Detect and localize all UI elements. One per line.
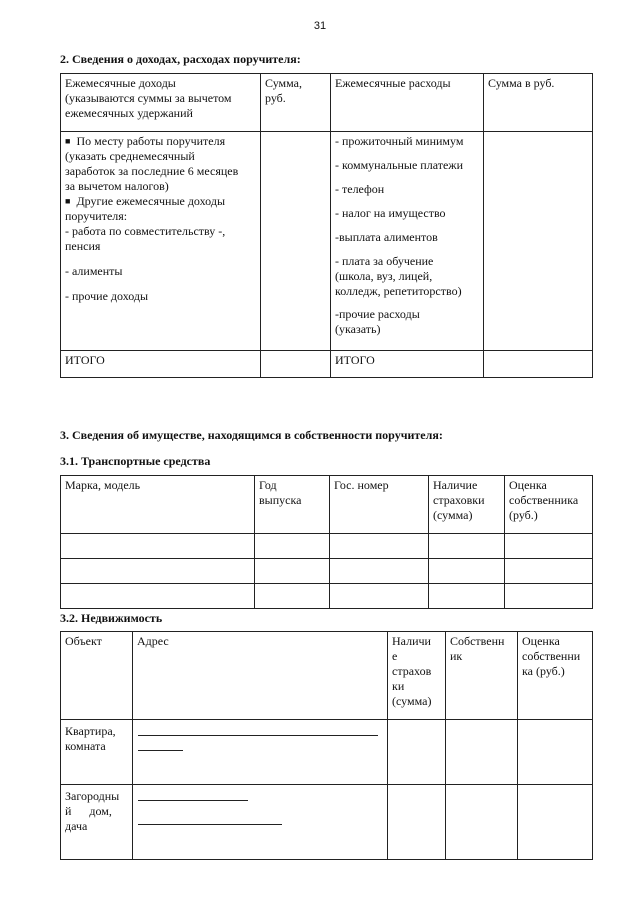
expense-item: (школа, вуз, лицей, (335, 269, 433, 283)
expense-item: - налог на имущество (335, 206, 446, 220)
address-underline (138, 824, 282, 825)
object-label-line: Квартира, (65, 724, 116, 738)
table-header-row (61, 632, 593, 720)
income-expense-table (60, 73, 593, 378)
object-label-line: Загородны (65, 789, 120, 803)
header-income-line: (указываются суммы за вычетом (65, 91, 232, 105)
cell (388, 785, 446, 860)
header-insurance (388, 632, 446, 720)
cell (61, 534, 255, 559)
expense-items-cell (331, 132, 484, 351)
address-underline (138, 750, 183, 751)
expense-item: - телефон (335, 182, 385, 196)
cell (61, 584, 255, 609)
table-row (61, 785, 593, 860)
income-item: - прочие доходы (65, 289, 149, 303)
address-cell (133, 720, 388, 785)
cell (255, 534, 330, 559)
table-row (61, 534, 593, 559)
cell (429, 534, 505, 559)
header-address: Адрес (133, 632, 388, 720)
section-3-title: 3. Сведения об имуществе, находящимся в собственности поручителя: (60, 428, 443, 442)
header-model: Марка, модель (61, 476, 255, 534)
cell (255, 559, 330, 584)
header-insurance-line: Наличи (392, 634, 431, 648)
income-item: поручителя: (65, 209, 128, 223)
address-underline (138, 800, 248, 801)
table-row (61, 584, 593, 609)
table-row (61, 559, 593, 584)
expense-item: -прочие расходы (335, 307, 420, 321)
header-valuation-line: (руб.) (509, 508, 538, 522)
expense-sum-cell (484, 132, 593, 351)
expense-item: - прожиточный минимум (335, 134, 464, 148)
header-income-line: ежемесячных удержаний (65, 106, 193, 120)
income-item: ■ По месту работы поручителя (65, 134, 256, 149)
object-cell (61, 785, 133, 860)
header-insurance-line: (сумма) (392, 694, 432, 708)
table-row (61, 720, 593, 785)
cell (255, 584, 330, 609)
cell (429, 584, 505, 609)
object-label-line: дача (65, 819, 88, 833)
total-income-label: ИТОГО (61, 351, 261, 378)
header-income (61, 74, 261, 132)
header-plate: Гос. номер (330, 476, 429, 534)
header-income-sum-line: Сумма, (265, 76, 302, 90)
cell (505, 584, 593, 609)
income-item: - работа по совместительству -, (65, 224, 226, 238)
expense-item: колледж, репетиторство) (335, 284, 462, 298)
object-label-line: комната (65, 739, 106, 753)
income-items-cell (61, 132, 261, 351)
section-2-title: 2. Сведения о доходах, расходах поручителя: (60, 52, 301, 66)
transport-title: 3.1. Транспортные средства (60, 454, 211, 468)
object-cell (61, 720, 133, 785)
header-valuation-line: ка (руб.) (522, 664, 565, 678)
header-insurance-line: е (392, 649, 398, 663)
cell (330, 534, 429, 559)
expense-item: -выплата алиментов (335, 230, 438, 244)
cell (429, 559, 505, 584)
header-valuation (518, 632, 593, 720)
expense-item: (указать) (335, 322, 381, 336)
expense-item: - плата за обучение (335, 254, 434, 268)
income-item: - алименты (65, 264, 123, 278)
header-year-line: Год (259, 478, 277, 492)
income-item: пенсия (65, 239, 101, 253)
header-expenses-sum: Сумма в руб. (484, 74, 593, 132)
header-income-line: Ежемесячные доходы (65, 76, 176, 90)
income-item: (указать среднемесячный (65, 149, 195, 163)
header-insurance-line: страховки (433, 493, 485, 507)
header-insurance-line: ки (392, 679, 405, 693)
table-header-row (61, 476, 593, 534)
cell (505, 534, 593, 559)
cell (518, 720, 593, 785)
cell (330, 584, 429, 609)
realty-title: 3.2. Недвижимость (60, 611, 163, 625)
header-valuation-line: Оценка (522, 634, 560, 648)
header-valuation-line: собственника (509, 493, 579, 507)
header-income-sum (261, 74, 331, 132)
table-header-row (61, 74, 593, 132)
header-valuation-line: Оценка (509, 478, 547, 492)
header-insurance-line: Наличие (433, 478, 478, 492)
header-owner-line: Собственн (450, 634, 505, 648)
header-owner (446, 632, 518, 720)
table-row (61, 132, 593, 351)
transport-table (60, 475, 593, 609)
header-insurance (429, 476, 505, 534)
income-item: заработок за последние 6 месяцев (65, 164, 239, 178)
total-expenses-value (484, 351, 593, 378)
total-income-value (261, 351, 331, 378)
cell (330, 559, 429, 584)
cell (518, 785, 593, 860)
header-income-sum-line: руб. (265, 91, 286, 105)
cell (505, 559, 593, 584)
object-label-line: й дом, (65, 804, 112, 818)
header-object: Объект (61, 632, 133, 720)
total-row (61, 351, 593, 378)
income-item: ■ Другие ежемесячные доходы (65, 194, 256, 209)
header-year-line: выпуска (259, 493, 302, 507)
header-expenses: Ежемесячные расходы (331, 74, 484, 132)
total-expenses-label: ИТОГО (331, 351, 484, 378)
header-valuation (505, 476, 593, 534)
header-valuation-line: собственни (522, 649, 581, 663)
cell (446, 785, 518, 860)
page-number: 31 (313, 20, 327, 32)
income-item: за вычетом налогов) (65, 179, 169, 193)
header-year (255, 476, 330, 534)
income-sum-cell (261, 132, 331, 351)
cell (446, 720, 518, 785)
header-owner-line: ик (450, 649, 463, 663)
address-underline (138, 735, 378, 736)
cell (61, 559, 255, 584)
header-insurance-line: страхов (392, 664, 432, 678)
header-insurance-line: (сумма) (433, 508, 473, 522)
address-cell (133, 785, 388, 860)
cell (388, 720, 446, 785)
realty-table (60, 631, 593, 860)
expense-item: - коммунальные платежи (335, 158, 464, 172)
